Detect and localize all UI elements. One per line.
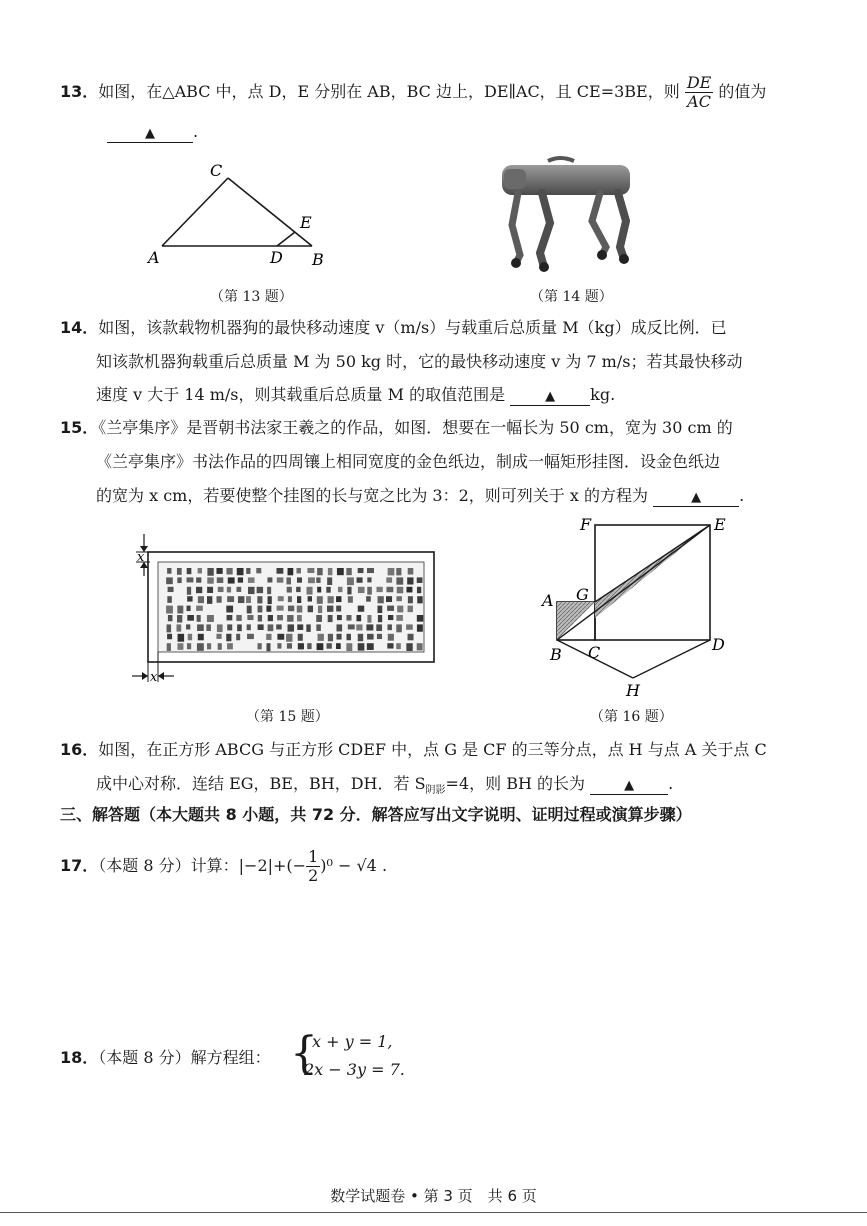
q18-line: [60, 1048, 271, 1068]
q13-answer-blank[interactable]: ▲: [107, 124, 193, 143]
q15-calligraphy-figure: [130, 530, 440, 690]
q16-text-2a: 成中心对称．连结 EG，BE，BH，DH．若 S: [96, 774, 426, 793]
q18-system-brace: {: [290, 1028, 318, 1079]
q16-label-e: E: [714, 515, 726, 534]
q15-end: .: [739, 486, 745, 505]
q16-shaded-left: [557, 602, 595, 640]
q13-side-cb: [228, 178, 312, 246]
q16-label-h: H: [626, 681, 640, 700]
q14-text-3: 速度 v 大于 14 m/s，则其载重后总质量 M 的取值范围是: [96, 385, 506, 404]
q18-equation-2: 2x − 3y = 7.: [304, 1060, 405, 1079]
q16-end: .: [668, 774, 674, 793]
q17-prefix: （本题 8 分）计算：: [98, 856, 239, 875]
q15-text-1: 《兰亭集序》是晋朝书法家王羲之的作品，如图．想要在一幅长为 50 cm，宽为 30 cm 的: [98, 418, 733, 437]
q16-label-b: B: [550, 645, 562, 664]
q13-frac-den: AC: [687, 92, 711, 111]
q13-tail: 的值为: [718, 82, 767, 101]
q17-expr-a: |−2|+(−: [238, 856, 307, 875]
q14-line1: [60, 318, 727, 338]
q13-text: 如图，在△ABC 中，点 D，E 分别在 AB，BC 边上，DE∥AC，且 CE=3BE，则: [98, 82, 680, 101]
q14-text-1: 如图，该款载物机器狗的最快移动速度 v（m/s）与载重后总质量 M（kg）成反比例．已: [98, 318, 727, 337]
q17-frac-num: 1: [308, 847, 319, 866]
q13-answer-line: [107, 122, 198, 143]
q16-segment-dh: [633, 640, 710, 678]
footer-divider: [0, 1212, 867, 1213]
q15-number: 15．: [60, 418, 99, 437]
q16-line2: [96, 774, 673, 801]
q16-label-f: F: [580, 515, 592, 534]
q16-line1: [60, 740, 767, 760]
q13-caption: （第 13 题）: [210, 289, 293, 305]
q16-segment-be: [557, 525, 710, 640]
q15-x-label-top: x: [137, 550, 145, 565]
q13-label-b: B: [312, 250, 324, 269]
q18-number: 18．: [60, 1048, 99, 1067]
section-3-heading: 三、解答题（本大题共 8 小题，共 72 分．解答应写出文字说明、证明过程或演算步骤）: [60, 805, 692, 824]
robot-dog-image: [490, 155, 645, 275]
page-footer: 数学试题卷 • 第 3 页 共 6 页: [330, 1187, 537, 1205]
q15-answer-blank[interactable]: ▲: [653, 488, 739, 507]
q13-label-d: D: [270, 248, 283, 267]
q15-x-label-bottom: x: [150, 670, 158, 685]
q13-triangle-figure: [140, 158, 340, 273]
q15-line2: [96, 452, 720, 472]
q15-caption: （第 15 题）: [246, 709, 329, 725]
q16-caption: （第 16 题）: [590, 709, 673, 725]
q14-number: 14．: [60, 318, 99, 337]
q15-text-2: 《兰亭集序》书法作品的四周镶上相同宽度的金色纸边，制成一幅矩形挂图．设金色纸边: [96, 452, 721, 471]
q16-shaded-right: [595, 525, 710, 618]
q17-number: 17．: [60, 856, 99, 875]
q16-text-1: 如图，在正方形 ABCG 与正方形 CDEF 中，点 G 是 CF 的三等分点，点 H 与点 A 关于点 C: [98, 740, 767, 759]
q16-subscript: 阴影: [425, 785, 446, 797]
q13-line1: [60, 74, 766, 111]
q16-label-d: D: [712, 635, 725, 654]
q13-fraction: [685, 74, 714, 111]
q16-label-c: C: [588, 643, 601, 662]
q14-line3: [96, 385, 615, 406]
q13-segment-de: [277, 232, 295, 246]
q14-caption: （第 14 题）: [530, 289, 613, 305]
q15-text-3: 的宽为 x cm，若要使整个挂图的长与宽之比为 3：2，则可列关于 x 的方程为: [96, 486, 648, 505]
q16-square-cdef: [595, 525, 710, 640]
q13-label-e: E: [300, 213, 312, 232]
q14-line2: [96, 352, 742, 372]
q16-number: 16．: [60, 740, 99, 759]
q17-line: [60, 848, 387, 885]
q14-text-2: 知该款机器狗载重后总质量 M 为 50 kg 时，它的最快移动速度 v 为 7 m/s；若其最快移动: [96, 352, 743, 371]
q16-label-g: G: [576, 585, 589, 604]
q16-answer-blank[interactable]: ▲: [590, 776, 668, 795]
q16-segment-eg: [595, 525, 710, 602]
q13-end: .: [193, 122, 199, 141]
q16-squares-figure: [530, 510, 750, 700]
q13-frac-num: DE: [686, 73, 712, 92]
q14-unit: kg.: [590, 385, 616, 404]
q17-frac-den: 2: [308, 866, 319, 885]
q13-label-c: C: [210, 161, 223, 180]
q16-label-a: A: [542, 591, 554, 610]
q13-side-ac: [162, 178, 228, 246]
q13-number: 13．: [60, 82, 99, 101]
q14-answer-blank[interactable]: ▲: [510, 387, 590, 406]
q18-prefix: （本题 8 分）解方程组：: [98, 1048, 271, 1067]
q16-text-2b: =4，则 BH 的长为: [445, 774, 586, 793]
q17-fraction: [306, 848, 320, 885]
q17-expr-b: )⁰ − √4 .: [320, 856, 388, 875]
q15-line3: [96, 486, 744, 507]
q18-equation-1: x + y = 1,: [312, 1032, 393, 1051]
q13-label-a: A: [148, 248, 160, 267]
q15-line1: [60, 418, 733, 438]
